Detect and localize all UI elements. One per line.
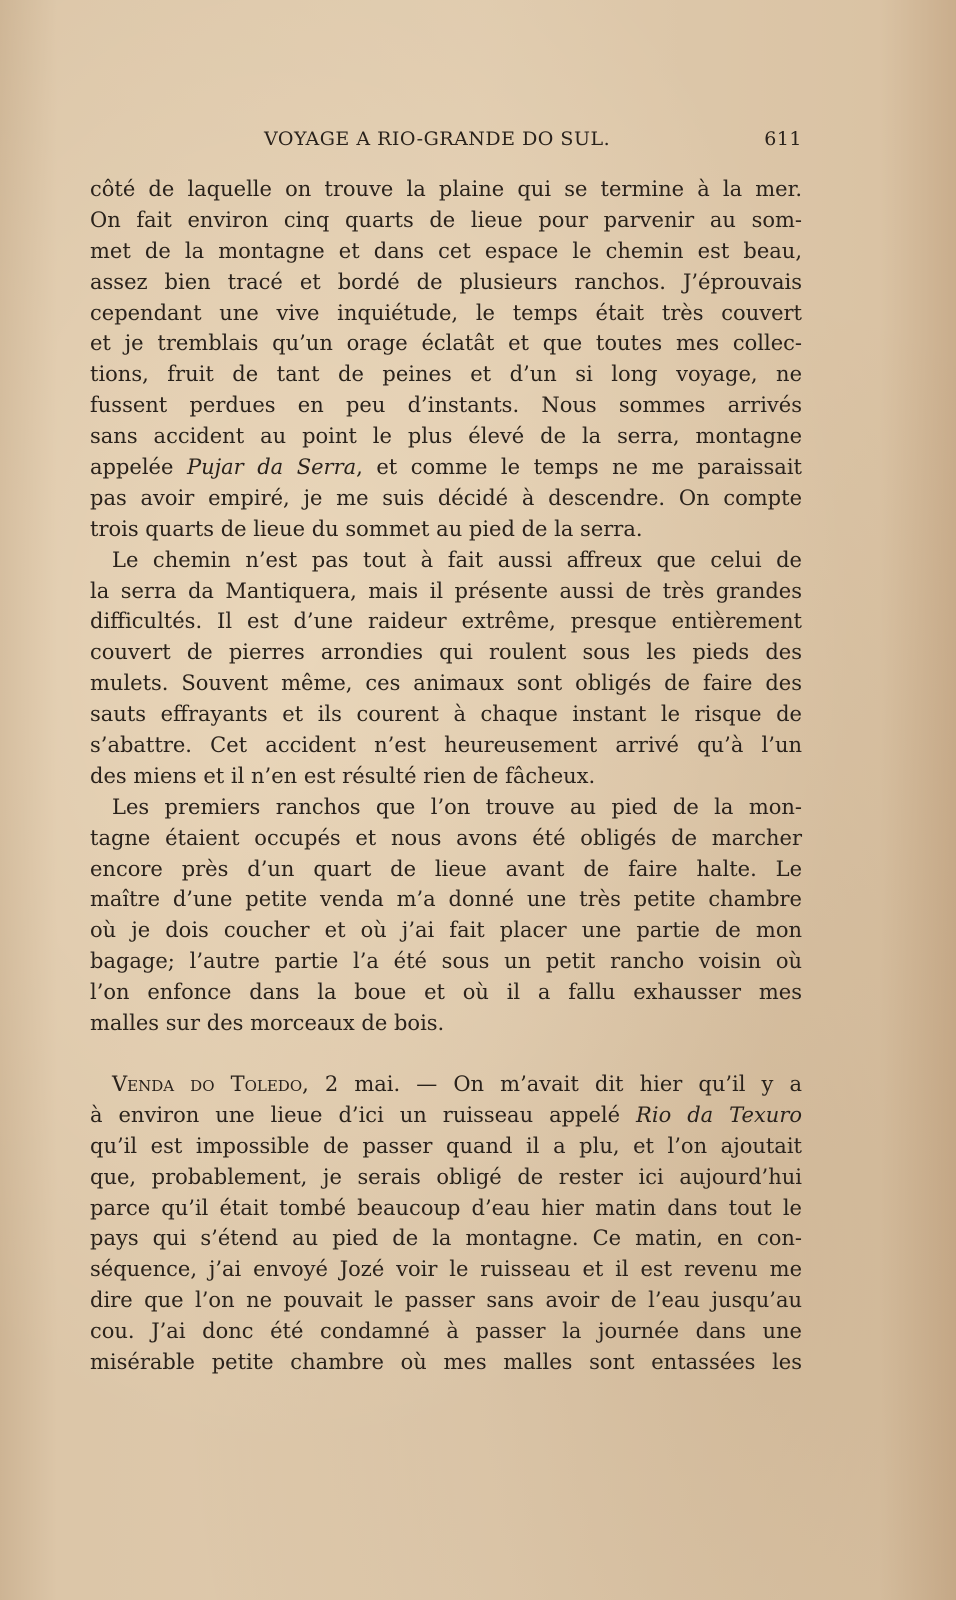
- entry-date: , 2 mai.: [302, 1071, 401, 1096]
- text-line: tions, fruit de tant de peines et d’un si long voyage, ne: [90, 362, 802, 387]
- entry-place-heading: Venda do Toledo: [112, 1071, 303, 1096]
- text-line: parce qu’il était tombé beaucoup d’eau hier matin dans tout le: [90, 1195, 802, 1220]
- text-line: et je tremblais qu’un orage éclatât et que toutes mes collec-: [90, 331, 802, 356]
- page-header: [90, 124, 802, 154]
- text-line: malles sur des morceaux de bois.: [90, 1011, 445, 1036]
- page-number: 611: [764, 128, 802, 150]
- text-line: fussent perdues en peu d’instants. Nous sommes arrivés: [90, 393, 802, 418]
- text-line: [90, 1100, 802, 1131]
- text-line: cou. J’ai donc été condamné à passer la journée dans une: [90, 1319, 802, 1344]
- text-line: assez bien tracé et bordé de plusieurs ranchos. J’éprouvais: [90, 269, 802, 294]
- text-line: où je dois coucher et où j’ai fait placer une partie de mon: [90, 918, 802, 943]
- river-name-italic: Rio da Texuro: [636, 1102, 802, 1127]
- text-line: maître d’une petite venda m’a donné une très petite chambre: [90, 887, 802, 912]
- text-line: dire que l’on ne pouvait le passer sans avoir de l’eau jusqu’au: [90, 1288, 802, 1313]
- text-line: met de la montagne et dans cet espace le chemin est beau,: [90, 238, 802, 263]
- text-line: qu’il est impossible de passer quand il a plu, et l’on ajoutait: [90, 1133, 802, 1158]
- text-line: misérable petite chambre où mes malles sont entassées les: [90, 1349, 802, 1374]
- section-gap: [90, 1039, 802, 1069]
- text-line: que, probablement, je serais obligé de rester ici aujourd’hui: [90, 1164, 802, 1189]
- text-line: Le chemin n’est pas tout à fait aussi affreux que celui de: [112, 547, 802, 572]
- text-line: mulets. Souvent même, ces animaux sont obligés de faire des: [90, 671, 802, 696]
- text-segment: appelée: [90, 455, 187, 480]
- paragraph-1: [90, 174, 802, 545]
- text-segment: , et comme le temps ne me paraissait: [356, 455, 802, 480]
- text-line: couvert de pierres arrondies qui roulent sous les pieds des: [90, 640, 802, 665]
- text-line: pays qui s’étend au pied de la montagne. Ce matin, en con-: [90, 1226, 802, 1251]
- text-line: s’abattre. Cet accident n’est heureusement arrivé qu’à l’un: [90, 733, 802, 758]
- text-line: tagne étaient occupés et nous avons été obligés de marcher: [90, 825, 802, 850]
- text-line: pas avoir empiré, je me suis décidé à descendre. On compte: [90, 485, 802, 510]
- text-line: bagage; l’autre partie l’a été sous un petit rancho voisin où: [90, 949, 802, 974]
- text-line: encore près d’un quart de lieue avant de faire halte. Le: [90, 856, 802, 881]
- text-line: côté de laquelle on trouve la plaine qui se termine à la mer.: [90, 177, 802, 201]
- text-line: sauts effrayants et ils courent à chaque instant le risque de: [90, 702, 802, 727]
- text-line: [90, 1069, 802, 1100]
- paragraph-3: [90, 792, 802, 1039]
- running-title: VOYAGE A RIO-GRANDE DO SUL.: [264, 128, 611, 150]
- body-text: [90, 174, 802, 1378]
- text-line: Les premiers ranchos que l’on trouve au pied de la mon-: [112, 794, 802, 819]
- text-line: On fait environ cinq quarts de lieue pour parvenir au som-: [90, 207, 802, 232]
- text-line: trois quarts de lieue du sommet au pied de la serra.: [90, 516, 643, 541]
- text-line: cependant une vive inquiétude, le temps était très couvert: [90, 300, 802, 325]
- text-line: séquence, j’ai envoyé Jozé voir le ruisseau et il est revenu me: [90, 1257, 802, 1282]
- text-line: sans accident au point le plus élevé de la serra, montagne: [90, 424, 802, 449]
- paragraph-4: [90, 1069, 802, 1378]
- text-line: la serra da Mantiquera, mais il présente aussi de très grandes: [90, 578, 802, 603]
- text-line: des miens et il n’en est résulté rien de fâcheux.: [90, 763, 596, 788]
- paragraph-2: [90, 545, 802, 792]
- text-segment: — On m’avait dit hier qu’il y a: [400, 1071, 802, 1096]
- text-line: l’on enfonce dans la boue et où il a fallu exhausser mes: [90, 980, 802, 1005]
- text-segment: à environ une lieue d’ici un ruisseau appelé: [90, 1102, 637, 1127]
- text-line: difficultés. Il est d’une raideur extrême, presque entièrement: [90, 609, 802, 634]
- place-name-italic: Pujar da Serra: [186, 455, 357, 480]
- text-line: [90, 452, 802, 483]
